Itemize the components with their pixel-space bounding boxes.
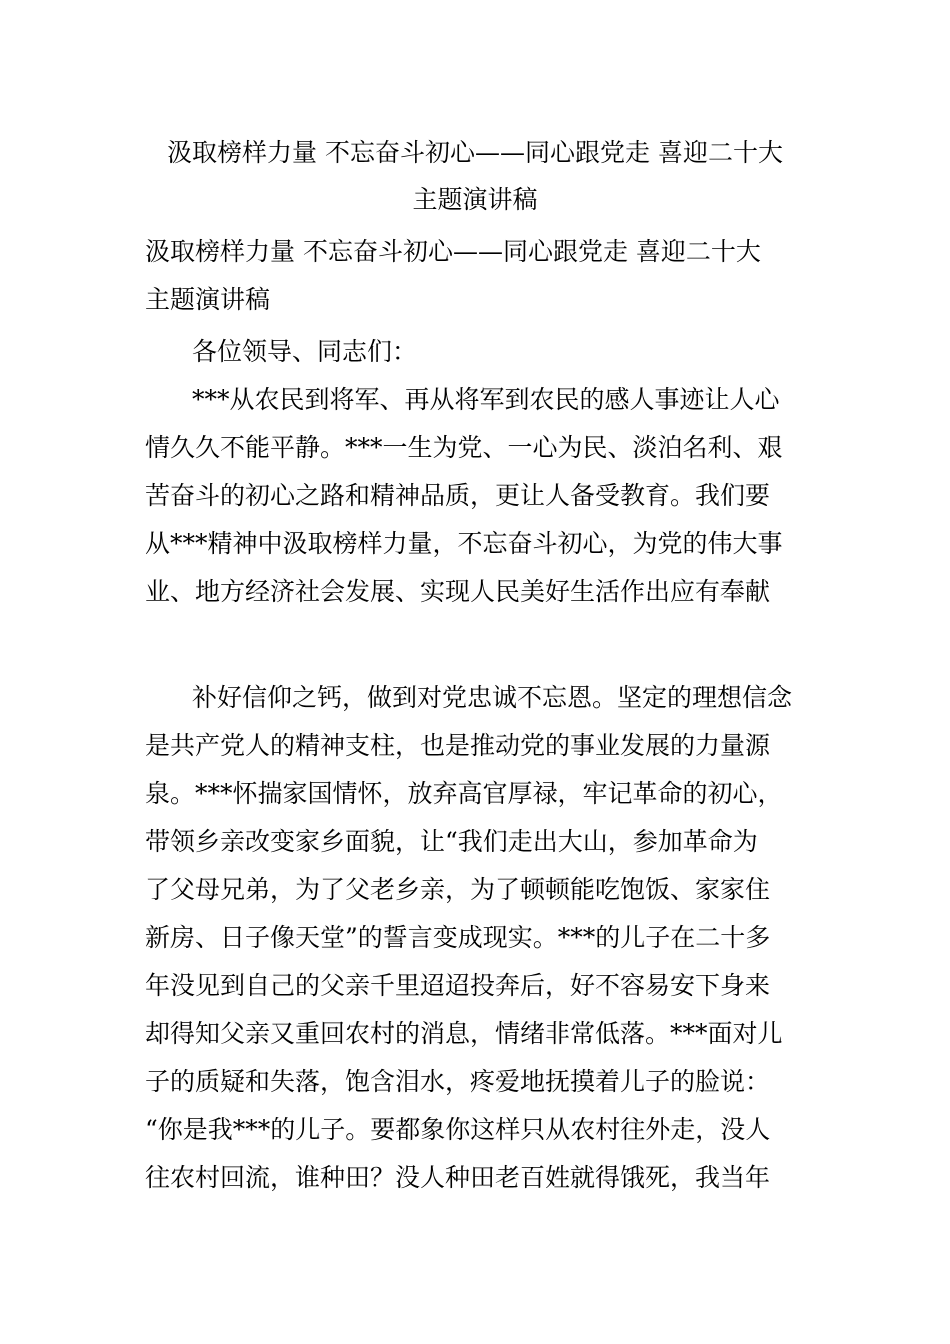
heading-line-1: 汲取榜样力量 不忘奋斗初心——同心跟党走 喜迎二十大: [145, 237, 761, 266]
paragraph-2-line: 泉。***怀揣家国情怀，放弃高官厚禄，牢记革命的初心，: [145, 779, 783, 808]
paragraph-2-line: 新房、日子像天堂”的誓言变成现实。***的儿子在二十多: [145, 923, 771, 952]
document-title-line-1: 汲取榜样力量 不忘奋斗初心——同心跟党走 喜迎二十大: [167, 138, 783, 167]
paragraph-1-line: ***从农民到将军、再从将军到农民的感人事迹让人心: [192, 385, 780, 414]
repeated-heading: [145, 228, 810, 324]
paragraph-2-line: 带领乡亲改变家乡面貌，让“我们走出大山，参加革命为: [145, 827, 758, 856]
paragraph-1-line: 苦奋斗的初心之路和精神品质，更让人备受教育。我们要: [145, 481, 771, 510]
paragraph-2-line: 往农村回流，谁种田？没人种田老百姓就得饿死，我当年: [145, 1163, 771, 1192]
paragraph-2-line: 却得知父亲又重回农村的消息，情绪非常低落。***面对儿: [145, 1019, 783, 1048]
paragraph-block-1: [145, 328, 810, 616]
paragraph-2-line: 了父母兄弟，为了父老乡亲，为了顿顿能吃饱饭、家家住: [145, 875, 771, 904]
paragraph-1-line: 业、地方经济社会发展、实现人民美好生活作出应有奉献: [145, 577, 771, 606]
paragraph-1-line: 情久久不能平静。***一生为党、一心为民、淡泊名利、艰: [145, 433, 783, 462]
paragraph-block-2: [145, 674, 810, 1202]
greeting: 各位领导、同志们：: [192, 337, 418, 366]
heading-line-2: 主题演讲稿: [145, 285, 271, 314]
paragraph-2-line: 补好信仰之钙，做到对党忠诚不忘恩。坚定的理想信念: [192, 683, 793, 712]
paragraph-2-line: 子的质疑和失落，饱含泪水，疼爱地抚摸着儿子的脸说：: [145, 1067, 771, 1096]
paragraph-2-line: 年没见到自己的父亲千里迢迢投奔后，好不容易安下身来: [145, 971, 771, 1000]
paragraph-1-line: 从***精神中汲取榜样力量，不忘奋斗初心，为党的伟大事: [145, 529, 783, 558]
document-title-line-2: 主题演讲稿: [412, 185, 538, 214]
paragraph-2-line: 是共产党人的精神支柱，也是推动党的事业发展的力量源: [145, 731, 771, 760]
paragraph-2-line: “你是我***的儿子。要都象你这样只从农村往外走，没人: [145, 1115, 771, 1144]
